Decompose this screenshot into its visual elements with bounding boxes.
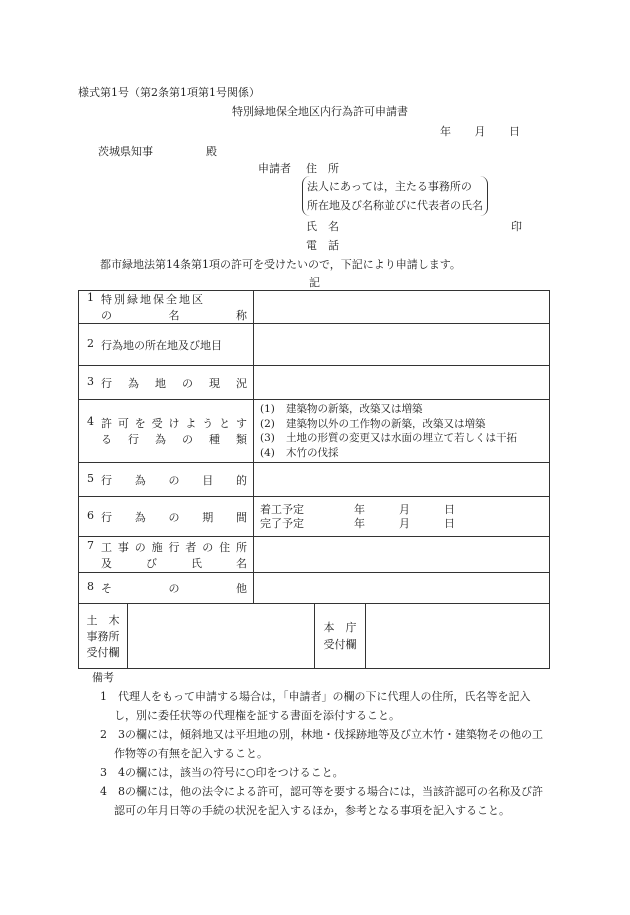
row-5 [79,463,550,497]
row-6-period [254,497,550,537]
row-6-label: 6 行 為 の 期 間 [79,497,254,537]
honorific: 殿 [206,145,217,158]
row-8-value[interactable] [254,573,550,604]
r6t-text: 行 為 の 期 間 [101,510,247,524]
row-1 [79,291,550,324]
r5t-text: 行 為 の 目 的 [101,473,247,487]
end-date[interactable]: 完了予定 年 月 日 [260,516,455,530]
civil-office-label: 土 木 事務所 受付欄 [79,604,128,668]
r4a-text: 許 可 を 受 け よ う と す [101,417,247,430]
date-day: 日 [509,125,520,138]
row-5-value[interactable] [254,463,550,497]
notes [92,668,552,820]
row-2 [79,324,550,366]
row-6 [79,497,550,537]
application-table [78,290,550,669]
r3t-text: 行 為 地 の 現 況 [101,376,247,390]
r7a-text: 工 事 の 施 行 者 の 住 所 [101,540,247,554]
row-4-label: 4 許 可 を 受 け よ う と す る 行 為 の 種 類 [79,400,254,463]
option-3[interactable]: (3) 土地の形質の変更又は水面の埋立て若しくは干拓 [260,432,517,444]
start-date[interactable]: 着工予定 年 月 日 [260,502,455,516]
row-2-value[interactable] [254,324,550,366]
row-1-label: 1 特別緑地保全地区 の 名 称 [79,291,254,324]
note-2: 2 3の欄には，傾斜地又は平坦地の別，林地・伐採跡地等及び立木竹・建築物その他の工作物等の有無を記入すること。 [100,728,543,760]
intro-text: 都市緑地法第14条第1項の許可を受けたいので，下記により申請します。 [100,258,461,271]
row-1-l2a: の [101,309,112,322]
r8t-text: そ の 他 [101,582,247,595]
corporate-note-line1: 法人にあっては，主たる事務所の [307,180,472,193]
row-4-options [254,400,550,463]
r4b-text: る 行 為 の 種 類 [101,433,247,446]
date-month: 月 [474,125,486,138]
r7b-text: 及 び 氏 名 [101,556,247,570]
row-4 [79,400,550,463]
row-3 [79,366,550,400]
corporate-note [302,176,488,216]
form-title: 特別緑地保全地区内行為許可申請書 [232,105,408,118]
option-4[interactable]: (4) 木竹の伐採 [260,446,339,459]
note-4: 4 8の欄には，他の法令による許可，認可等を要する場合には，当該許認可の名称及び許認可の年月日等の手続の状況を記入するほか，参考となる事項を記入すること。 [100,785,543,817]
row-8 [79,573,550,604]
name-label: 氏 名 [306,220,339,233]
note-3: 3 4の欄には，該当の符号に○印をつけること。 [100,766,344,779]
row-2-label: 2 行為地の所在地及び地目 [79,324,254,366]
ki-mark: 記 [309,276,320,289]
hq-box[interactable] [366,604,550,668]
notes-heading: 備考 [92,671,114,684]
date-line [440,123,520,139]
row-7 [79,537,550,573]
form-number: 様式第1号（第2条第1項第1号関係） [78,86,260,99]
address-label: 住 所 [306,162,339,175]
option-1[interactable]: (1) 建築物の新築，改築又は増築 [260,403,423,415]
row-3-value[interactable] [254,366,550,400]
phone-label: 電 話 [306,239,339,252]
corporate-note-line2: 所在地及び名称並びに代表者の氏名 [307,199,483,212]
row-8-label: 8 そ の 他 [79,573,254,604]
seal-mark: 印 [511,220,522,233]
row-5-label: 5 行 為 の 目 的 [79,463,254,497]
option-2[interactable]: (2) 建築物以外の工作物の新築，改築又は増築 [260,417,486,430]
addressee: 茨城県知事 [98,145,153,158]
row-3-label: 3 行 為 地 の 現 況 [79,366,254,400]
row-7-value[interactable] [254,537,550,573]
note-1: 1 代理人をもって申請する場合は，「申請者」の欄の下に代理人の住所，氏名等を記入し，別に委任状等の代理権を証する書面を添付すること。 [100,690,531,722]
row-7-label: 7 工 事 の 施 行 者 の 住 所 及 び 氏 名 [79,537,254,573]
hq-label: 本 庁 受付欄 [315,604,366,668]
date-year: 年 [440,125,451,138]
applicant-label: 申請者 [258,162,291,175]
civil-office-box[interactable] [128,604,315,668]
row-1-value[interactable] [254,291,550,324]
receipt-row [79,604,550,669]
